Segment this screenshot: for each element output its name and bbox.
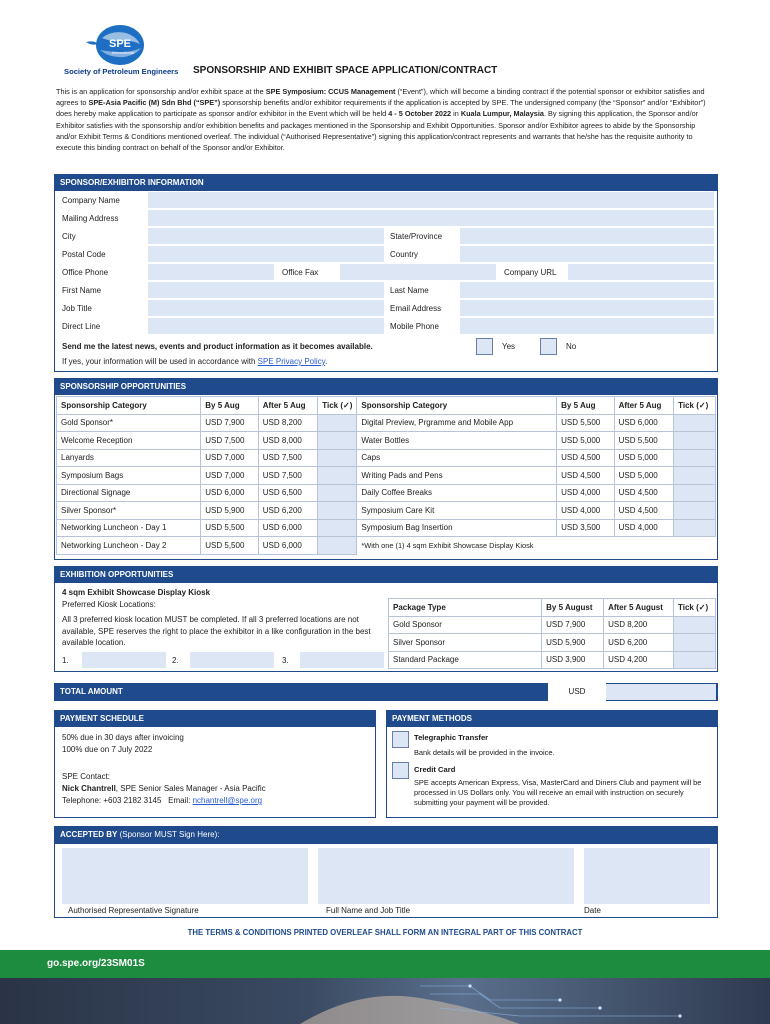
sponsorship-price-by: USD 6,000	[201, 484, 258, 502]
sponsorship-tick-box[interactable]	[674, 432, 716, 450]
sponsorship-name: Directional Signage	[57, 484, 201, 502]
last-name-input[interactable]	[460, 282, 714, 298]
sponsorship-name: Networking Luncheon - Day 1	[57, 519, 201, 537]
sponsorship-tick-box[interactable]	[318, 519, 357, 537]
logo-sub: International	[112, 50, 135, 55]
contact-email-link[interactable]: nchantrell@spe.org	[192, 796, 263, 805]
table-row	[389, 651, 716, 669]
sponsorship-price-after: USD 6,000	[614, 414, 674, 432]
circuit-hand-icon	[0, 978, 770, 1024]
sponsorship-tick-box[interactable]	[318, 467, 357, 485]
location-3-label: 3.	[282, 656, 289, 665]
first-name-input[interactable]	[148, 282, 384, 298]
sponsorship-tick-box[interactable]	[674, 502, 716, 520]
office-phone-label: Office Phone	[62, 268, 109, 277]
city-label: City	[62, 232, 76, 241]
tt-title: Telegraphic Transfer	[414, 733, 489, 742]
company-name-input[interactable]	[148, 192, 714, 208]
table-row	[389, 634, 716, 652]
col-tick-right: Tick (✓)	[674, 397, 716, 415]
location-1-label: 1.	[62, 656, 69, 665]
sponsorship-price-by: USD 5,900	[201, 502, 258, 520]
office-fax-label: Office Fax	[282, 268, 319, 277]
direct-line-input[interactable]	[148, 318, 384, 334]
direct-line-label: Direct Line	[62, 322, 101, 331]
sponsorship-name: Symposium Care Kit	[357, 502, 557, 520]
sponsorship-tick-box[interactable]	[318, 414, 357, 432]
location-2-input[interactable]	[190, 652, 274, 668]
spe-contact-label: SPE Contact:	[62, 772, 111, 781]
kiosk-subheader: 4 sqm Exhibit Showcase Display Kiosk	[62, 588, 211, 597]
company-name-row	[56, 192, 716, 209]
package-header-row	[389, 599, 716, 617]
sponsorship-header: SPONSORSHIP OPPORTUNITIES	[54, 378, 718, 395]
sponsorship-tick-box[interactable]	[318, 537, 357, 555]
sponsorship-tick-box[interactable]	[674, 484, 716, 502]
sponsorship-price-after: USD 4,500	[614, 484, 674, 502]
location-2-label: 2.	[172, 656, 179, 665]
table-row	[57, 449, 716, 467]
col-after-left: After 5 Aug	[258, 397, 318, 415]
location-3-input[interactable]	[300, 652, 384, 668]
table-row	[57, 467, 716, 485]
credit-card-checkbox[interactable]	[392, 762, 409, 779]
sponsorship-price-after: USD 7,500	[258, 449, 318, 467]
state-input[interactable]	[460, 228, 714, 244]
job-title-label: Job Title	[62, 304, 92, 313]
col-by-right: By 5 Aug	[557, 397, 614, 415]
news-no-checkbox[interactable]	[540, 338, 557, 355]
postal-code-input[interactable]	[148, 246, 384, 262]
sponsorship-name: Gold Sponsor*	[57, 414, 201, 432]
office-phone-input[interactable]	[148, 264, 274, 280]
col-after-right: After 5 Aug	[614, 397, 674, 415]
sponsorship-name: Symposium Bags	[57, 467, 201, 485]
col-category-right: Sponsorship Category	[357, 397, 557, 415]
table-row	[57, 519, 716, 537]
sponsorship-tick-box[interactable]	[674, 449, 716, 467]
sponsorship-price-after: USD 4,000	[614, 519, 674, 537]
table-row	[57, 537, 716, 555]
email-label: Email Address	[390, 304, 442, 313]
sponsorship-price-by: USD 7,000	[201, 449, 258, 467]
sponsorship-price-by: USD 7,500	[201, 432, 258, 450]
sponsorship-tick-box[interactable]	[318, 449, 357, 467]
total-amount-input[interactable]	[606, 684, 716, 700]
package-price-by: USD 7,900	[542, 616, 604, 634]
package-price-after: USD 8,200	[604, 616, 674, 634]
office-fax-input[interactable]	[340, 264, 496, 280]
sponsorship-price-after: USD 6,500	[258, 484, 318, 502]
spe-logo	[62, 22, 182, 82]
job-title-input[interactable]	[148, 300, 384, 316]
logo-society: Society of Petroleum Engineers	[64, 67, 179, 76]
package-table	[388, 598, 716, 669]
first-name-label: First Name	[62, 286, 102, 295]
table-row	[57, 484, 716, 502]
sponsorship-name: Daily Coffee Breaks	[357, 484, 557, 502]
mailing-address-label: Mailing Address	[62, 214, 119, 223]
telegraphic-transfer-checkbox[interactable]	[392, 731, 409, 748]
news-yes-label: Yes	[502, 342, 516, 351]
package-tick-box[interactable]	[674, 634, 716, 652]
page-title: SPONSORSHIP AND EXHIBIT SPACE APPLICATION/CONTRACT	[193, 65, 498, 76]
table-row	[57, 502, 716, 520]
sponsorship-header-row	[57, 397, 716, 415]
sponsorship-tick-box[interactable]	[674, 414, 716, 432]
col-category-left: Sponsorship Category	[57, 397, 201, 415]
country-input[interactable]	[460, 246, 714, 262]
job-row	[56, 300, 716, 317]
accepted-header: ACCEPTED BY (Sponsor MUST Sign Here):	[54, 826, 718, 844]
table-row	[57, 432, 716, 450]
table-row	[57, 414, 716, 432]
signature-label: Authorised Representative Signature	[68, 906, 199, 915]
sponsorship-name: Water Bottles	[357, 432, 557, 450]
col-tick: Tick (✓)	[674, 599, 716, 617]
footer-hand-image	[0, 978, 770, 1024]
spe-contact-phone: Telephone: +603 2182 3145 Email: nchantrell@spe.org	[62, 796, 263, 805]
cc-text: SPE accepts American Express, Visa, MasterCard and Diners Club and payment will be processed in US Dollars only. You will receive an email with instruction on securely submitting your payment will be provided.	[414, 778, 702, 807]
sponsorship-price-after: USD 6,000	[258, 519, 318, 537]
footer-url[interactable]: go.spe.org/23SM01S	[47, 958, 145, 969]
sponsorship-price-by: USD 4,000	[557, 502, 614, 520]
sponsorship-name: Writing Pads and Pens	[357, 467, 557, 485]
sponsorship-name: Caps	[357, 449, 557, 467]
col-after: After 5 August	[604, 599, 674, 617]
full-name-label: Full Name and Job Title	[326, 906, 411, 915]
logo-brand: SPE	[109, 38, 132, 50]
last-name-label: Last Name	[390, 286, 429, 295]
sponsorship-price-by: USD 4,500	[557, 467, 614, 485]
mailing-address-input[interactable]	[148, 210, 714, 226]
mobile-phone-label: Mobile Phone	[390, 322, 439, 331]
sponsorship-price-by: USD 5,500	[557, 414, 614, 432]
city-row	[56, 228, 716, 245]
exhibition-header: EXHIBITION OPPORTUNITIES	[54, 566, 718, 583]
package-price-after: USD 4,200	[604, 651, 674, 669]
payment-schedule-header: PAYMENT SCHEDULE	[54, 710, 376, 727]
sponsorship-price-after: USD 7,500	[258, 467, 318, 485]
mobile-phone-input[interactable]	[460, 318, 714, 334]
sponsorship-price-after: USD 5,000	[614, 449, 674, 467]
col-package: Package Type	[389, 599, 542, 617]
sponsorship-name: Lanyards	[57, 449, 201, 467]
package-name: Gold Sponsor	[389, 616, 542, 634]
mailing-address-row	[56, 210, 716, 227]
sponsorship-price-by: USD 5,000	[557, 432, 614, 450]
package-tick-box[interactable]	[674, 651, 716, 669]
news-yes-checkbox[interactable]	[476, 338, 493, 355]
footer-green-bar	[0, 950, 770, 978]
tt-text: Bank details will be provided in the invoice.	[414, 748, 555, 757]
terms-footer-note: THE TERMS & CONDITIONS PRINTED OVERLEAF SHALL FORM AN INTEGRAL PART OF THIS CONTRACT	[187, 928, 583, 937]
col-by: By 5 August	[542, 599, 604, 617]
sponsorship-price-by: USD 7,900	[201, 414, 258, 432]
sponsorship-name: Welcome Reception	[57, 432, 201, 450]
sponsorship-price-after: USD 5,500	[614, 432, 674, 450]
sponsorship-price-after: USD 8,000	[258, 432, 318, 450]
spe-contact-name: Nick Chantrell, SPE Senior Sales Manager - Asia Pacific	[62, 784, 266, 793]
name-row	[56, 282, 716, 299]
package-name: Standard Package	[389, 651, 542, 669]
news-optin-text: Send me the latest news, events and product information as it becomes available.	[62, 342, 373, 351]
package-tick-box[interactable]	[674, 616, 716, 634]
sponsorship-price-after: USD 6,000	[258, 537, 318, 555]
sponsorship-name: Silver Sponsor*	[57, 502, 201, 520]
country-label: Country	[390, 250, 419, 259]
cc-title: Credit Card	[414, 765, 456, 774]
state-label: State/Province	[390, 232, 443, 241]
direct-row	[56, 318, 716, 335]
full-name-field[interactable]	[318, 848, 574, 904]
schedule-line-2: 100% due on 7 July 2022	[62, 745, 153, 754]
package-price-after: USD 6,200	[604, 634, 674, 652]
package-price-by: USD 3,900	[542, 651, 604, 669]
schedule-line-1: 50% due in 30 days after invoicing	[62, 733, 184, 742]
sponsorship-tick-box[interactable]	[674, 467, 716, 485]
table-row	[389, 616, 716, 634]
sponsorship-tick-box[interactable]	[318, 484, 357, 502]
signature-field[interactable]	[62, 848, 308, 904]
phone-row	[56, 264, 716, 281]
intro-paragraph: This is an application for sponsorship and/or exhibit space at the SPE Symposium: CCUS Management (“Event”), which will become a binding contract if the potential sponsor or exhibitor satisfies and agrees to SPE-Asia Pacific (M) Sdn Bhd (“SPE”) sponsorship benefits and/or exhibitor requirements if the application is accepted by SPE. The undersigned company (the “Sponsor” and/or “Exhibitor”) does hereby make application to participate as sponsor and/or exhibitor in the Event which will be held 4 - 5 October 2022 in Kuala Lumpur, Malaysia. By signing this application, the Sponsor and/or Exhibitor satisfies with the sponsorship and/or exhibition benefits and packages mentioned in the Sponsorship and Exhibit Opportunities. Sponsor and/or Exhibitor agrees to abide by the Sponsorship and/or Exhibit Terms & Conditions mentioned overleaf. The individual (“Authorised Representative”) signing this application/contract represents and warrants that he/she has the requisite authority to execute this binding contract on behalf of the Sponsor and/or Exhibitor.	[56, 87, 706, 153]
preferred-title: Preferred Kiosk Locations:	[62, 600, 156, 609]
date-label: Date	[584, 906, 601, 915]
total-amount-label: TOTAL AMOUNT	[60, 687, 123, 696]
preferred-text: All 3 preferred kiosk location MUST be completed. If all 3 preferred locations are not available, SPE reserves the right to place the exhibitor in a like configuration in the best available location.	[62, 615, 371, 647]
sponsorship-tick-box[interactable]	[318, 432, 357, 450]
sponsorship-name: Symposium Bag Insertion	[357, 519, 557, 537]
city-input[interactable]	[148, 228, 384, 244]
postal-code-label: Postal Code	[62, 250, 106, 259]
col-tick-left: Tick (✓)	[318, 397, 357, 415]
sponsorship-note: *With one (1) 4 sqm Exhibit Showcase Display Kiosk	[361, 541, 534, 550]
privacy-policy-link[interactable]: SPE Privacy Policy	[257, 357, 326, 366]
sponsorship-tick-box[interactable]	[674, 519, 716, 537]
sponsorship-name: Networking Luncheon - Day 2	[57, 537, 201, 555]
sponsorship-price-by: USD 3,500	[557, 519, 614, 537]
sponsorship-price-by: USD 5,500	[201, 519, 258, 537]
sponsorship-price-by: USD 7,000	[201, 467, 258, 485]
sponsorship-price-after: USD 8,200	[258, 414, 318, 432]
location-1-input[interactable]	[82, 652, 166, 668]
company-name-label: Company Name	[62, 196, 120, 205]
sponsorship-price-by: USD 4,000	[557, 484, 614, 502]
sponsorship-price-by: USD 4,500	[557, 449, 614, 467]
total-currency: USD	[548, 683, 606, 701]
news-no-label: No	[566, 342, 577, 351]
sponsor-info-header: SPONSOR/EXHIBITOR INFORMATION	[54, 174, 718, 191]
sponsorship-table	[56, 396, 716, 555]
sponsorship-price-by: USD 5,500	[201, 537, 258, 555]
sponsorship-price-after: USD 4,500	[614, 502, 674, 520]
sponsorship-price-after: USD 6,200	[258, 502, 318, 520]
payment-methods-header: PAYMENT METHODS	[386, 710, 718, 727]
privacy-text: If yes, your information will be used in accordance with SPE Privacy Policy.	[62, 357, 328, 366]
package-name: Silver Sponsor	[389, 634, 542, 652]
postal-row	[56, 246, 716, 263]
sponsorship-price-after: USD 5,000	[614, 467, 674, 485]
package-price-by: USD 5,900	[542, 634, 604, 652]
col-by-left: By 5 Aug	[201, 397, 258, 415]
sponsorship-tick-box[interactable]	[318, 502, 357, 520]
date-field[interactable]	[584, 848, 710, 904]
sponsorship-name: Digital Preview, Prgramme and Mobile App	[357, 414, 557, 432]
email-input[interactable]	[460, 300, 714, 316]
company-url-label: Company URL	[504, 268, 557, 277]
company-url-input[interactable]	[568, 264, 714, 280]
